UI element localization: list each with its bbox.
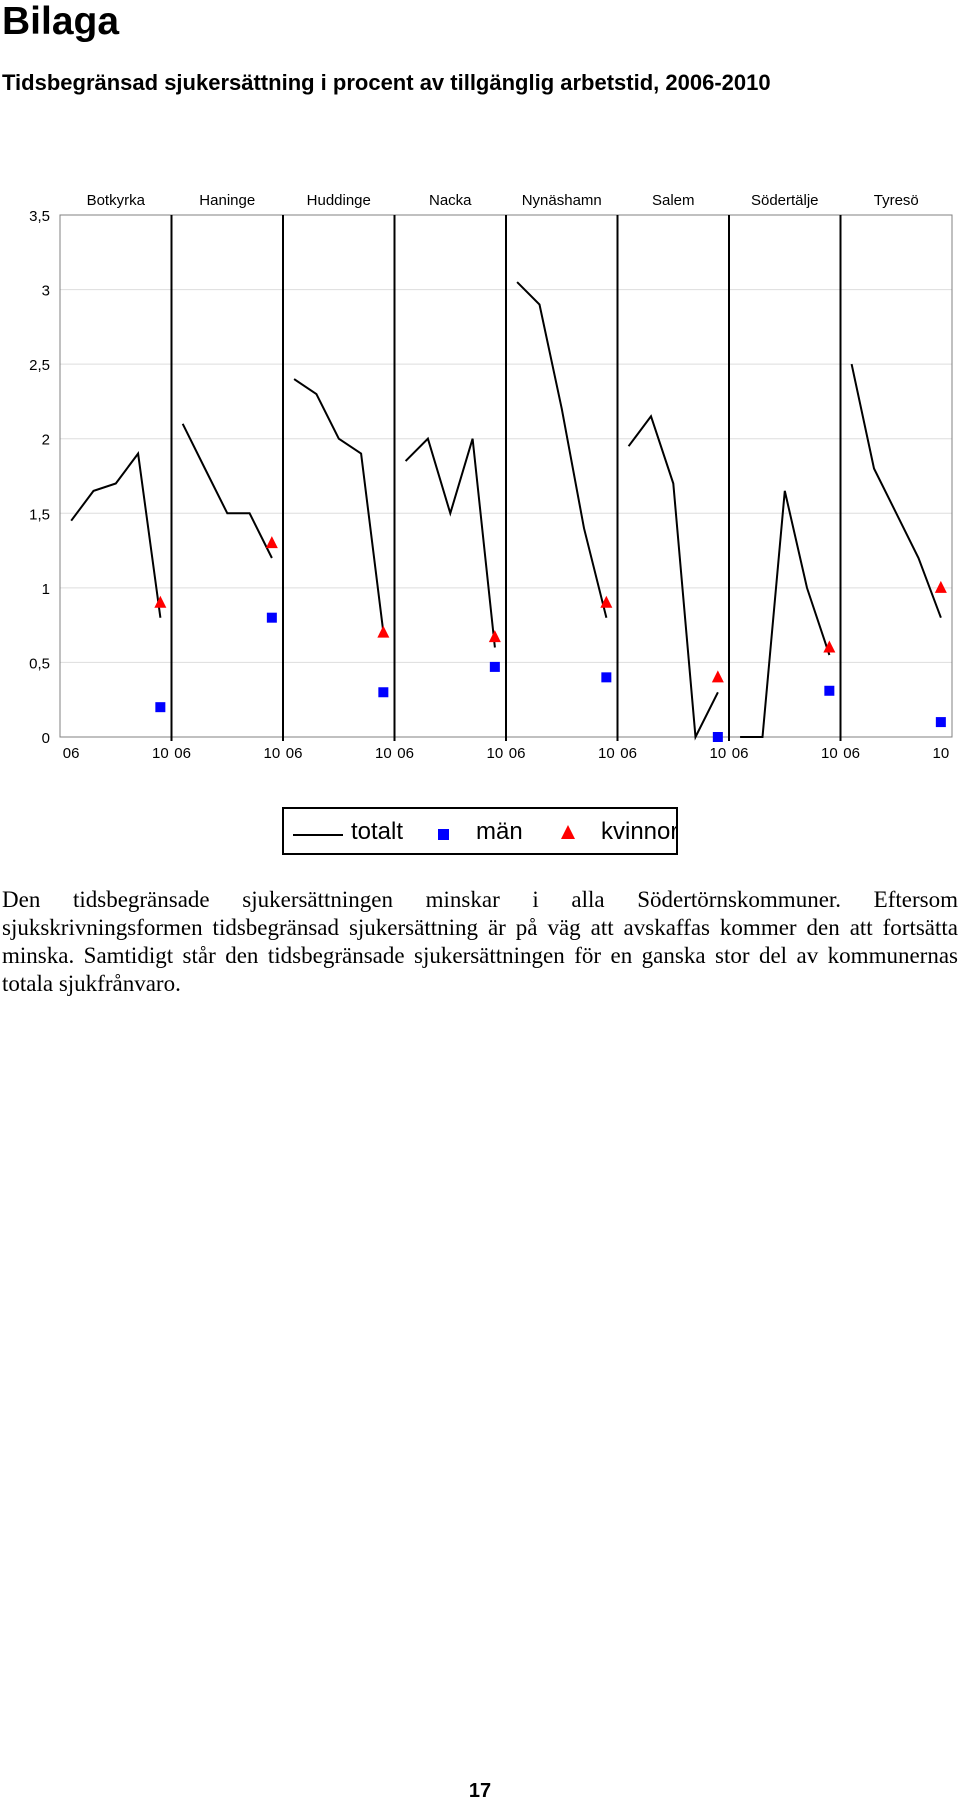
panel-label: Nynäshamn [521, 192, 602, 209]
marker-man [824, 686, 834, 696]
x-tick-label: 06 [508, 745, 526, 762]
panel-label: Huddinge [306, 192, 371, 209]
marker-kvinnor [935, 581, 947, 593]
marker-man [378, 687, 388, 697]
marker-man [155, 702, 165, 712]
panel-label: Nacka [428, 192, 472, 209]
y-tick-label: 2,5 [29, 357, 50, 375]
legend-label: kvinnor [601, 818, 679, 845]
y-tick-label: 3,5 [29, 208, 50, 225]
body-paragraph: Den tidsbegränsade sjukersättningen minskar i alla Södertörnskommuner. Eftersom sjukskrivningsformen tidsbegränsad sjukersättning är på väg att avskaffas kommer den att fortsätta minska. Samtidigt står den tidsbegränsade sjukersättningen för en ganska stor del av kommunernas totala sjukfrånvaro. [2, 887, 958, 996]
page-heading: Bilaga [2, 0, 120, 43]
marker-kvinnor [489, 630, 501, 642]
legend-label: män [476, 818, 523, 845]
series-line-totalt [406, 439, 495, 648]
x-tick-label: 10 [375, 745, 392, 762]
marker-man [936, 717, 946, 727]
x-tick-label: 10 [709, 745, 727, 762]
y-tick-label: 1,5 [29, 506, 50, 524]
panel-label: Tyresö [873, 192, 919, 209]
marker-kvinnor [712, 670, 724, 682]
y-tick-label: 0 [41, 730, 50, 747]
series-line-totalt [183, 424, 272, 558]
marker-man [713, 732, 723, 742]
x-tick-label: 10 [263, 745, 281, 762]
x-tick-label: 06 [174, 745, 191, 762]
x-tick-label: 06 [397, 745, 414, 762]
legend-swatch-man [438, 829, 449, 840]
chart-title: Tidsbegränsad sjukersättning i procent av tillgänglig arbetstid, 2006-2010 [2, 70, 771, 95]
marker-kvinnor [266, 536, 278, 548]
series-line-totalt [71, 454, 160, 618]
series-line-totalt [294, 379, 383, 632]
x-tick-label: 06 [620, 745, 637, 762]
x-tick-label: 06 [731, 745, 749, 762]
y-tick-label: 3 [41, 282, 50, 300]
y-tick-label: 1 [41, 580, 50, 598]
panel-label: Södertälje [750, 192, 819, 209]
x-tick-label: 10 [486, 745, 504, 762]
x-tick-label: 10 [598, 745, 615, 762]
x-tick-label: 10 [152, 745, 169, 762]
y-tick-label: 2 [41, 431, 50, 449]
marker-man [490, 662, 500, 672]
x-tick-label: 06 [285, 745, 303, 762]
legend-label: totalt [351, 818, 404, 845]
marker-kvinnor [154, 596, 166, 608]
series-line-totalt [517, 282, 606, 618]
series-line-totalt [852, 364, 941, 618]
panel-label: Salem [651, 192, 695, 209]
series-line-totalt [629, 416, 718, 737]
x-tick-label: 06 [843, 745, 860, 762]
x-tick-label: 10 [932, 745, 950, 762]
y-tick-label: 0,5 [29, 655, 50, 673]
marker-kvinnor [377, 626, 389, 638]
small-multiples-line-chart [0, 0, 960, 880]
panel-label: Botkyrka [86, 192, 145, 209]
x-tick-label: 10 [821, 745, 838, 762]
x-tick-label: 06 [62, 745, 80, 762]
marker-man [601, 672, 611, 682]
series-line-totalt [740, 491, 829, 737]
panel-label: Haninge [199, 192, 256, 209]
page-number: 17 [468, 1780, 492, 1802]
marker-man [267, 613, 277, 623]
